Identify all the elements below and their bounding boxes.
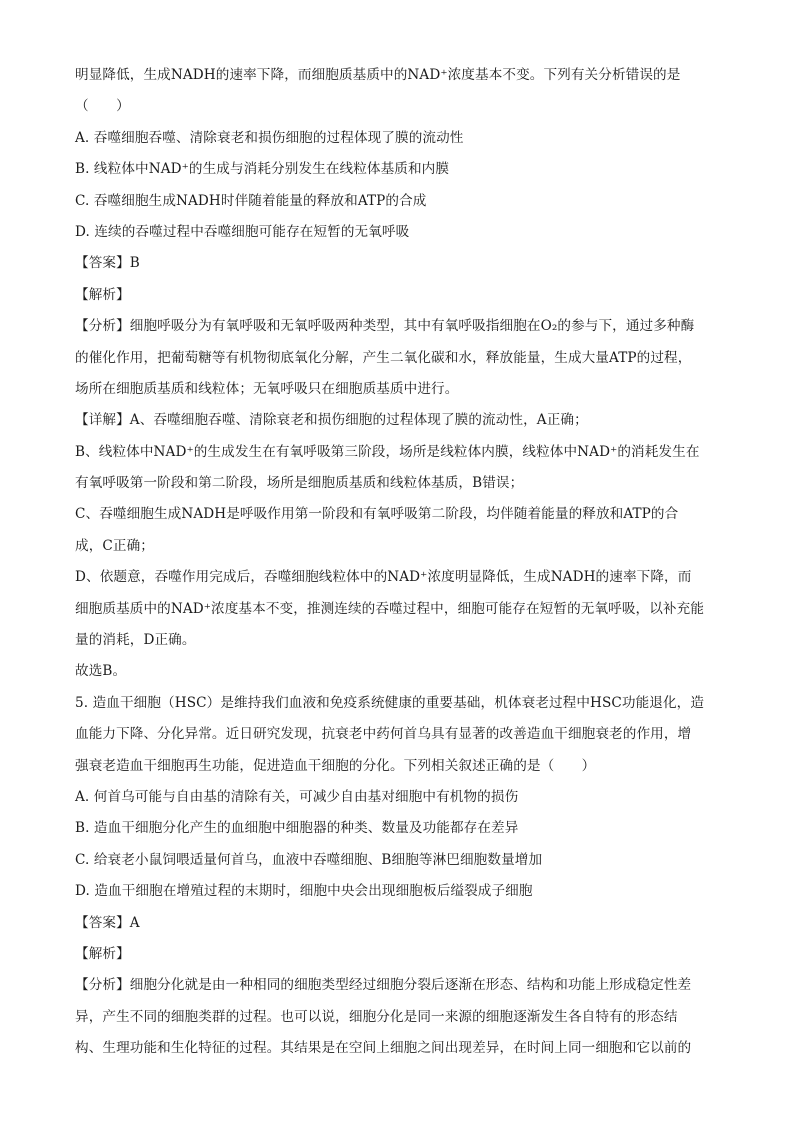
q4-option-c: C. 吞噬细胞生成NADH时伴随着能量的释放和ATP的合成: [75, 192, 427, 209]
q5-stem-line-2: 血能力下降、分化异常。近日研究发现，抗衰老中药何首乌具有显著的改善造血干细胞衰老的作用，增: [75, 726, 692, 743]
q5-fenxi-line-2: 异，产生不同的细胞类群的过程。也可以说，细胞分化是同一来源的细胞逐渐发生各自特有的形态结: [75, 1008, 678, 1025]
q5-fenxi-line-3: 构、生理功能和生化特征的过程。其结果是在空间上细胞之间出现差异，在时间上同一细胞和它以前的: [75, 1040, 692, 1057]
q5-answer: 【答案】A: [75, 914, 140, 931]
q4-option-b: B. 线粒体中NAD⁺的生成与消耗分别发生在线粒体基质和内膜: [75, 161, 450, 178]
q5-stem-line-1: 5. 造血干细胞（HSC）是维持我们血液和免疫系统健康的重要基础，机体衰老过程中HSC功能退化，造: [75, 694, 705, 711]
q4-xiangjie-line-1: 【详解】A、吞噬细胞吞噬、清除衰老和损伤细胞的过程体现了膜的流动性，A正确；: [75, 412, 588, 429]
q4-xiangjie-line-7: 细胞质基质中的NAD⁺浓度基本不变，推测连续的吞噬过程中，细胞可能存在短暂的无氧呼吸，以补充能: [75, 600, 705, 617]
q4-fenxi-line-3: 场所在细胞质基质和线粒体；无氧呼吸只在细胞质基质中进行。: [75, 380, 459, 397]
q4-conclusion: 故选B。: [75, 663, 127, 680]
q5-analysis-label: 【解析】: [75, 945, 130, 962]
q4-fenxi-line-1: 【分析】细胞呼吸分为有氧呼吸和无氧呼吸两种类型，其中有氧呼吸指细胞在O₂的参与下，通过多种酶: [75, 318, 695, 335]
q5-option-a: A. 何首乌可能与自由基的清除有关，可减少自由基对细胞中有机物的损伤: [75, 788, 519, 805]
q4-xiangjie-line-4: C、吞噬细胞生成NADH是呼吸作用第一阶段和有氧呼吸第二阶段，均伴随着能量的释放和ATP的合: [75, 506, 679, 523]
q4-stem-brackets: （ ）: [75, 98, 130, 115]
q5-fenxi-line-1: 【分析】细胞分化就是由一种相同的细胞类型经过细胞分裂后逐渐在形态、结构和功能上形成稳定性差: [75, 977, 692, 994]
q4-answer: 【答案】B: [75, 255, 140, 272]
q5-option-d: D. 造血干细胞在增殖过程的末期时，细胞中央会出现细胞板后缢裂成子细胞: [75, 883, 533, 900]
q4-option-a: A. 吞噬细胞吞噬、清除衰老和损伤细胞的过程体现了膜的流动性: [75, 129, 464, 146]
q4-xiangjie-line-5: 成，C正确；: [75, 537, 154, 554]
q4-stem-line: 明显降低，生成NADH的速率下降，而细胞质基质中的NAD⁺浓度基本不变。下列有关分析错误的是: [75, 67, 681, 83]
q4-xiangjie-line-2: B、线粒体中NAD⁺的生成发生在有氧呼吸第三阶段，场所是线粒体内膜，线粒体中NAD⁺的消耗发生在: [75, 443, 700, 460]
document-page: [75, 60, 725, 1065]
q4-xiangjie-line-8: 量的消耗，D正确。: [75, 632, 196, 649]
q5-stem-line-3: 强衰老造血干细胞再生功能，促进造血干细胞的分化。下列相关叙述正确的是（ ）: [75, 757, 596, 774]
q4-xiangjie-line-6: D、依题意，吞噬作用完成后，吞噬细胞线粒体中的NAD⁺浓度明显降低，生成NADH的速率下降，而: [75, 569, 692, 586]
q5-option-c: C. 给衰老小鼠饲喂适量何首乌，血液中吞噬细胞、B细胞等淋巴细胞数量增加: [75, 851, 543, 868]
q4-analysis-label: 【解析】: [75, 286, 130, 303]
q5-option-b: B. 造血干细胞分化产生的血细胞中细胞器的种类、数量及功能都存在差异: [75, 820, 519, 837]
q4-xiangjie-line-3: 有氧呼吸第一阶段和第二阶段，场所是细胞质基质和线粒体基质，B错误；: [75, 475, 524, 492]
q4-option-d: D. 连续的吞噬过程中吞噬细胞可能存在短暂的无氧呼吸: [75, 223, 410, 240]
q4-fenxi-line-2: 的催化作用，把葡萄糖等有机物彻底氧化分解，产生二氧化碳和水，释放能量，生成大量ATP的过程，: [75, 349, 692, 366]
